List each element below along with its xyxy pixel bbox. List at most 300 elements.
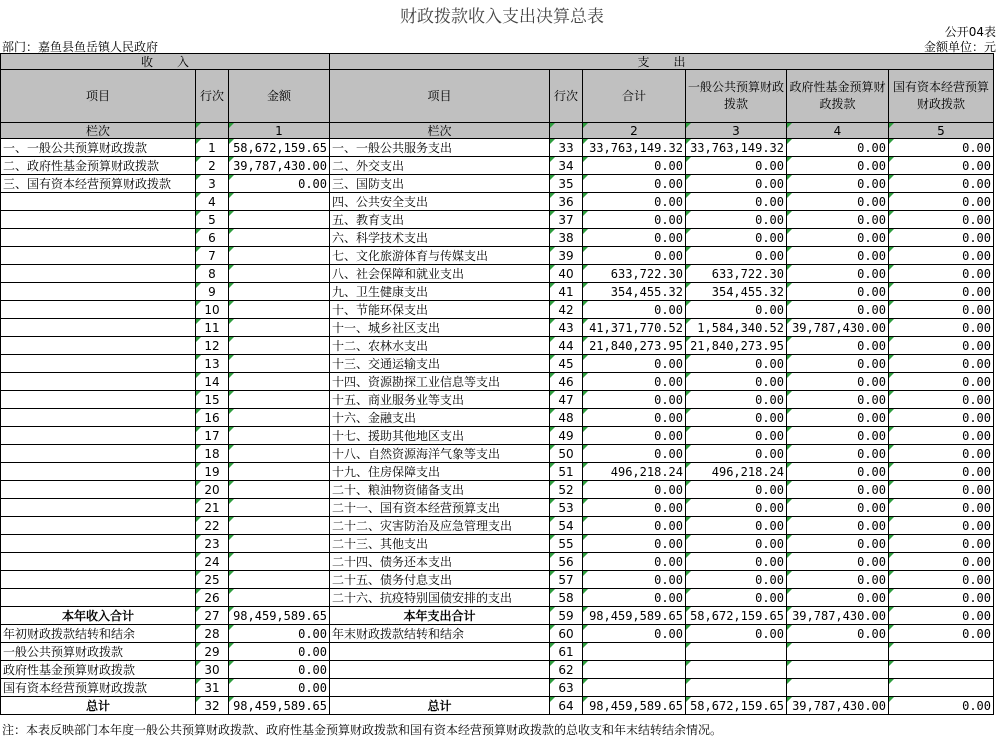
income-item: 一般公共预算财政拨款 bbox=[1, 643, 196, 661]
income-line-no: 30 bbox=[196, 661, 229, 679]
income-line-no: 21 bbox=[196, 499, 229, 517]
income-item: 三、国有资本经营预算财政拨款 bbox=[1, 175, 196, 193]
expense-item bbox=[330, 643, 550, 661]
income-amount bbox=[229, 571, 330, 589]
state-capital-amount: 0.00 bbox=[889, 409, 994, 427]
col-index-1: 1 bbox=[229, 123, 330, 139]
expense-item: 十七、援助其他地区支出 bbox=[330, 427, 550, 445]
expense-col-label: 栏次 bbox=[330, 123, 550, 139]
state-capital-amount: 0.00 bbox=[889, 535, 994, 553]
total-amount: 0.00 bbox=[583, 211, 686, 229]
general-budget-amount: 0.00 bbox=[686, 589, 787, 607]
state-capital-amount: 0.00 bbox=[889, 571, 994, 589]
income-line-no: 10 bbox=[196, 301, 229, 319]
total-amount: 0.00 bbox=[583, 517, 686, 535]
state-capital-amount: 0.00 bbox=[889, 175, 994, 193]
fund-budget-amount bbox=[787, 679, 889, 697]
expense-item: 十三、交通运输支出 bbox=[330, 355, 550, 373]
income-line-no: 31 bbox=[196, 679, 229, 697]
fund-budget-amount: 0.00 bbox=[787, 427, 889, 445]
table-row bbox=[1, 499, 994, 517]
fund-budget-amount: 0.00 bbox=[787, 571, 889, 589]
table-row bbox=[1, 427, 994, 445]
total-amount: 0.00 bbox=[583, 481, 686, 499]
expense-line-no: 44 bbox=[550, 337, 583, 355]
total-amount: 354,455.32 bbox=[583, 283, 686, 301]
income-line-no: 5 bbox=[196, 211, 229, 229]
income-line-no: 27 bbox=[196, 607, 229, 625]
expense-item: 一、一般公共服务支出 bbox=[330, 139, 550, 157]
expense-item: 五、教育支出 bbox=[330, 211, 550, 229]
general-budget-amount: 633,722.30 bbox=[686, 265, 787, 283]
income-item bbox=[1, 211, 196, 229]
table-row bbox=[1, 373, 994, 391]
income-item bbox=[1, 481, 196, 499]
fund-budget-amount bbox=[787, 643, 889, 661]
fund-budget-amount: 0.00 bbox=[787, 265, 889, 283]
total-amount: 0.00 bbox=[583, 175, 686, 193]
income-line-no: 26 bbox=[196, 589, 229, 607]
expense-line-no: 46 bbox=[550, 373, 583, 391]
expense-line-no: 53 bbox=[550, 499, 583, 517]
income-line-no: 14 bbox=[196, 373, 229, 391]
expense-line-no: 61 bbox=[550, 643, 583, 661]
expense-item: 十八、自然资源海洋气象等支出 bbox=[330, 445, 550, 463]
income-item bbox=[1, 553, 196, 571]
expense-line-no: 49 bbox=[550, 427, 583, 445]
income-amount: 0.00 bbox=[229, 175, 330, 193]
total-header: 合计 bbox=[583, 70, 686, 123]
form-number: 公开04表 bbox=[944, 25, 996, 39]
expense-item: 二十三、其他支出 bbox=[330, 535, 550, 553]
general-budget-amount: 0.00 bbox=[686, 427, 787, 445]
income-amount: 98,459,589.65 bbox=[229, 607, 330, 625]
carryover-row bbox=[1, 643, 994, 661]
total-amount bbox=[583, 679, 686, 697]
fund-budget-amount: 0.00 bbox=[787, 625, 889, 643]
table-row bbox=[1, 391, 994, 409]
income-item bbox=[1, 409, 196, 427]
income-line-no: 18 bbox=[196, 445, 229, 463]
expense-item: 十二、农林水支出 bbox=[330, 337, 550, 355]
income-amount bbox=[229, 265, 330, 283]
income-line-no: 25 bbox=[196, 571, 229, 589]
state-capital-amount bbox=[889, 643, 994, 661]
expense-line-no: 63 bbox=[550, 679, 583, 697]
total-amount: 98,459,589.65 bbox=[583, 607, 686, 625]
income-item: 本年收入合计 bbox=[1, 607, 196, 625]
fund-budget-amount: 0.00 bbox=[787, 409, 889, 427]
fund-budget-amount: 0.00 bbox=[787, 337, 889, 355]
income-item: 年初财政拨款结转和结余 bbox=[1, 625, 196, 643]
table-row bbox=[1, 571, 994, 589]
table-row bbox=[1, 337, 994, 355]
income-amount: 0.00 bbox=[229, 661, 330, 679]
expense-line-no: 43 bbox=[550, 319, 583, 337]
income-item bbox=[1, 301, 196, 319]
income-item bbox=[1, 319, 196, 337]
income-line-no: 24 bbox=[196, 553, 229, 571]
state-capital-amount: 0.00 bbox=[889, 229, 994, 247]
income-amount: 98,459,589.65 bbox=[229, 697, 330, 715]
fund-budget-amount: 0.00 bbox=[787, 301, 889, 319]
expense-line-no: 55 bbox=[550, 535, 583, 553]
income-line-no: 13 bbox=[196, 355, 229, 373]
fund-budget-amount bbox=[787, 661, 889, 679]
expense-line-no: 33 bbox=[550, 139, 583, 157]
total-amount: 0.00 bbox=[583, 553, 686, 571]
state-capital-amount: 0.00 bbox=[889, 373, 994, 391]
table-row bbox=[1, 283, 994, 301]
total-amount: 0.00 bbox=[583, 499, 686, 517]
income-item bbox=[1, 229, 196, 247]
expense-item: 十六、金融支出 bbox=[330, 409, 550, 427]
expense-item: 七、文化旅游体育与传媒支出 bbox=[330, 247, 550, 265]
state-capital-amount: 0.00 bbox=[889, 211, 994, 229]
expense-line-no: 51 bbox=[550, 463, 583, 481]
expense-item: 二十六、抗疫特别国债安排的支出 bbox=[330, 589, 550, 607]
expense-item: 三、国防支出 bbox=[330, 175, 550, 193]
column-header-row bbox=[1, 70, 994, 123]
total-amount: 0.00 bbox=[583, 589, 686, 607]
general-budget-amount: 33,763,149.32 bbox=[686, 139, 787, 157]
column-index-row bbox=[1, 123, 994, 139]
table-row bbox=[1, 301, 994, 319]
income-line-no: 22 bbox=[196, 517, 229, 535]
total-amount: 0.00 bbox=[583, 571, 686, 589]
income-line-no: 4 bbox=[196, 193, 229, 211]
expense-line-no: 56 bbox=[550, 553, 583, 571]
income-item bbox=[1, 193, 196, 211]
total-amount: 0.00 bbox=[583, 247, 686, 265]
general-budget-amount: 0.00 bbox=[686, 229, 787, 247]
income-amount bbox=[229, 193, 330, 211]
state-capital-amount: 0.00 bbox=[889, 463, 994, 481]
fund-budget-amount: 39,787,430.00 bbox=[787, 319, 889, 337]
expense-item: 八、社会保障和就业支出 bbox=[330, 265, 550, 283]
expense-line-no: 39 bbox=[550, 247, 583, 265]
general-budget-amount: 354,455.32 bbox=[686, 283, 787, 301]
expense-item bbox=[330, 679, 550, 697]
general-budget-amount: 0.00 bbox=[686, 517, 787, 535]
state-capital-amount: 0.00 bbox=[889, 283, 994, 301]
state-capital-amount bbox=[889, 679, 994, 697]
col-index-2: 2 bbox=[583, 123, 686, 139]
report-title: 财政拨款收入支出决算总表 bbox=[400, 7, 604, 27]
expense-item: 二、外交支出 bbox=[330, 157, 550, 175]
table-row bbox=[1, 517, 994, 535]
table-row bbox=[1, 355, 994, 373]
fund-budget-amount: 0.00 bbox=[787, 535, 889, 553]
state-capital-amount: 0.00 bbox=[889, 319, 994, 337]
state-capital-amount: 0.00 bbox=[889, 301, 994, 319]
general-budget-amount: 0.00 bbox=[686, 373, 787, 391]
income-line-no: 16 bbox=[196, 409, 229, 427]
income-amount: 58,672,159.65 bbox=[229, 139, 330, 157]
income-amount bbox=[229, 445, 330, 463]
table-row bbox=[1, 409, 994, 427]
income-amount: 0.00 bbox=[229, 679, 330, 697]
income-item: 国有资本经营预算财政拨款 bbox=[1, 679, 196, 697]
total-amount: 98,459,589.65 bbox=[583, 697, 686, 715]
fund-budget-amount: 0.00 bbox=[787, 589, 889, 607]
expense-line-no: 57 bbox=[550, 571, 583, 589]
general-budget-amount bbox=[686, 661, 787, 679]
expense-item: 总计 bbox=[330, 697, 550, 715]
income-amount bbox=[229, 553, 330, 571]
income-line-no: 20 bbox=[196, 481, 229, 499]
expense-line-index bbox=[550, 123, 583, 139]
income-amount: 0.00 bbox=[229, 643, 330, 661]
fund-budget-amount: 0.00 bbox=[787, 247, 889, 265]
income-item bbox=[1, 535, 196, 553]
fund-budget-amount: 0.00 bbox=[787, 229, 889, 247]
general-budget-amount: 0.00 bbox=[686, 445, 787, 463]
income-amount bbox=[229, 463, 330, 481]
income-line-no: 7 bbox=[196, 247, 229, 265]
state-capital-header: 国有资本经营预算财政拨款 bbox=[889, 70, 994, 123]
expense-item bbox=[330, 661, 550, 679]
income-line-header: 行次 bbox=[196, 70, 229, 123]
state-capital-amount: 0.00 bbox=[889, 517, 994, 535]
total-amount bbox=[583, 661, 686, 679]
section-header-row bbox=[1, 54, 994, 70]
income-item bbox=[1, 427, 196, 445]
income-section-header: 收 入 bbox=[1, 54, 330, 70]
income-item bbox=[1, 373, 196, 391]
general-budget-amount: 58,672,159.65 bbox=[686, 607, 787, 625]
state-capital-amount: 0.00 bbox=[889, 553, 994, 571]
income-item bbox=[1, 265, 196, 283]
table-row bbox=[1, 481, 994, 499]
total-amount: 633,722.30 bbox=[583, 265, 686, 283]
expense-item: 十五、商业服务业等支出 bbox=[330, 391, 550, 409]
state-capital-amount: 0.00 bbox=[889, 499, 994, 517]
expense-line-no: 41 bbox=[550, 283, 583, 301]
income-item bbox=[1, 283, 196, 301]
income-line-no: 6 bbox=[196, 229, 229, 247]
state-capital-amount: 0.00 bbox=[889, 391, 994, 409]
state-capital-amount: 0.00 bbox=[889, 589, 994, 607]
total-amount: 0.00 bbox=[583, 391, 686, 409]
total-amount: 0.00 bbox=[583, 157, 686, 175]
expense-item: 二十、粮油物资储备支出 bbox=[330, 481, 550, 499]
income-amount bbox=[229, 409, 330, 427]
state-capital-amount: 0.00 bbox=[889, 427, 994, 445]
fund-budget-header: 政府性基金预算财政拨款 bbox=[787, 70, 889, 123]
expense-item: 十一、城乡社区支出 bbox=[330, 319, 550, 337]
table-row bbox=[1, 553, 994, 571]
income-line-no: 2 bbox=[196, 157, 229, 175]
income-amount bbox=[229, 283, 330, 301]
income-item bbox=[1, 571, 196, 589]
expense-item-header: 项目 bbox=[330, 70, 550, 123]
expense-line-no: 59 bbox=[550, 607, 583, 625]
general-budget-amount: 0.00 bbox=[686, 247, 787, 265]
table-row bbox=[1, 139, 994, 157]
fund-budget-amount: 0.00 bbox=[787, 445, 889, 463]
state-capital-amount bbox=[889, 661, 994, 679]
fiscal-summary-table bbox=[0, 53, 994, 715]
table-row bbox=[1, 247, 994, 265]
state-capital-amount: 0.00 bbox=[889, 355, 994, 373]
income-item bbox=[1, 499, 196, 517]
income-item bbox=[1, 247, 196, 265]
expense-line-no: 58 bbox=[550, 589, 583, 607]
fund-budget-amount: 0.00 bbox=[787, 373, 889, 391]
total-amount: 0.00 bbox=[583, 625, 686, 643]
fund-budget-amount: 0.00 bbox=[787, 391, 889, 409]
fund-budget-amount: 0.00 bbox=[787, 193, 889, 211]
fund-budget-amount: 0.00 bbox=[787, 283, 889, 301]
department-label: 部门：嘉鱼县鱼岳镇人民政府 bbox=[2, 40, 159, 54]
table-row bbox=[1, 463, 994, 481]
income-item bbox=[1, 463, 196, 481]
total-amount: 496,218.24 bbox=[583, 463, 686, 481]
expense-item: 四、公共安全支出 bbox=[330, 193, 550, 211]
income-item: 政府性基金预算财政拨款 bbox=[1, 661, 196, 679]
expense-line-no: 54 bbox=[550, 517, 583, 535]
total-amount: 0.00 bbox=[583, 355, 686, 373]
expense-item: 二十五、债务付息支出 bbox=[330, 571, 550, 589]
fund-budget-amount: 0.00 bbox=[787, 463, 889, 481]
income-amount-header: 金额 bbox=[229, 70, 330, 123]
general-budget-amount: 0.00 bbox=[686, 535, 787, 553]
expense-item: 年末财政拨款结转和结余 bbox=[330, 625, 550, 643]
income-line-no: 15 bbox=[196, 391, 229, 409]
general-budget-amount: 496,218.24 bbox=[686, 463, 787, 481]
expense-item: 二十二、灾害防治及应急管理支出 bbox=[330, 517, 550, 535]
income-line-no: 28 bbox=[196, 625, 229, 643]
fund-budget-amount: 0.00 bbox=[787, 481, 889, 499]
table-row bbox=[1, 157, 994, 175]
general-budget-amount: 0.00 bbox=[686, 301, 787, 319]
carryover-row bbox=[1, 679, 994, 697]
income-item: 一、一般公共预算财政拨款 bbox=[1, 139, 196, 157]
income-line-no: 19 bbox=[196, 463, 229, 481]
income-line-no: 9 bbox=[196, 283, 229, 301]
income-line-no: 11 bbox=[196, 319, 229, 337]
fund-budget-amount: 0.00 bbox=[787, 355, 889, 373]
state-capital-amount: 0.00 bbox=[889, 139, 994, 157]
general-budget-amount: 0.00 bbox=[686, 175, 787, 193]
fund-budget-amount: 39,787,430.00 bbox=[787, 607, 889, 625]
income-line-index bbox=[196, 123, 229, 139]
income-item: 二、政府性基金预算财政拨款 bbox=[1, 157, 196, 175]
general-budget-amount: 0.00 bbox=[686, 481, 787, 499]
state-capital-amount: 0.00 bbox=[889, 193, 994, 211]
total-amount bbox=[583, 643, 686, 661]
total-amount: 0.00 bbox=[583, 229, 686, 247]
expense-item: 六、科学技术支出 bbox=[330, 229, 550, 247]
income-amount bbox=[229, 301, 330, 319]
income-amount: 0.00 bbox=[229, 625, 330, 643]
total-amount: 41,371,770.52 bbox=[583, 319, 686, 337]
expense-item: 二十一、国有资本经营预算支出 bbox=[330, 499, 550, 517]
expense-line-no: 42 bbox=[550, 301, 583, 319]
expense-section-header: 支 出 bbox=[330, 54, 994, 70]
fund-budget-amount: 0.00 bbox=[787, 553, 889, 571]
general-budget-amount: 0.00 bbox=[686, 157, 787, 175]
state-capital-amount: 0.00 bbox=[889, 445, 994, 463]
state-capital-amount: 0.00 bbox=[889, 607, 994, 625]
expense-line-no: 62 bbox=[550, 661, 583, 679]
fund-budget-amount: 0.00 bbox=[787, 139, 889, 157]
carryover-row bbox=[1, 661, 994, 679]
annual-total-row bbox=[1, 607, 994, 625]
expense-line-no: 64 bbox=[550, 697, 583, 715]
expense-line-no: 60 bbox=[550, 625, 583, 643]
income-amount bbox=[229, 337, 330, 355]
general-budget-amount: 0.00 bbox=[686, 625, 787, 643]
expense-line-no: 40 bbox=[550, 265, 583, 283]
col-index-3: 3 bbox=[686, 123, 787, 139]
expense-line-no: 37 bbox=[550, 211, 583, 229]
income-amount bbox=[229, 427, 330, 445]
total-amount: 0.00 bbox=[583, 409, 686, 427]
general-budget-amount: 0.00 bbox=[686, 391, 787, 409]
expense-item: 九、卫生健康支出 bbox=[330, 283, 550, 301]
fund-budget-amount: 0.00 bbox=[787, 157, 889, 175]
income-line-no: 32 bbox=[196, 697, 229, 715]
income-item bbox=[1, 445, 196, 463]
income-amount bbox=[229, 319, 330, 337]
total-amount: 0.00 bbox=[583, 427, 686, 445]
table-row bbox=[1, 445, 994, 463]
expense-line-no: 45 bbox=[550, 355, 583, 373]
income-amount bbox=[229, 499, 330, 517]
general-budget-amount: 58,672,159.65 bbox=[686, 697, 787, 715]
state-capital-amount: 0.00 bbox=[889, 157, 994, 175]
general-budget-amount: 0.00 bbox=[686, 355, 787, 373]
fund-budget-amount: 0.00 bbox=[787, 175, 889, 193]
state-capital-amount: 0.00 bbox=[889, 625, 994, 643]
fund-budget-amount: 0.00 bbox=[787, 211, 889, 229]
carryover-row bbox=[1, 625, 994, 643]
general-budget-header: 一般公共预算财政拨款 bbox=[686, 70, 787, 123]
income-amount bbox=[229, 247, 330, 265]
income-line-no: 8 bbox=[196, 265, 229, 283]
total-amount: 0.00 bbox=[583, 535, 686, 553]
income-item bbox=[1, 391, 196, 409]
state-capital-amount: 0.00 bbox=[889, 265, 994, 283]
grand-total-row bbox=[1, 697, 994, 715]
fund-budget-amount: 39,787,430.00 bbox=[787, 697, 889, 715]
fund-budget-amount: 0.00 bbox=[787, 499, 889, 517]
income-amount: 39,787,430.00 bbox=[229, 157, 330, 175]
expense-item: 十、节能环保支出 bbox=[330, 301, 550, 319]
expense-item: 本年支出合计 bbox=[330, 607, 550, 625]
expense-item: 二十四、债务还本支出 bbox=[330, 553, 550, 571]
expense-line-header: 行次 bbox=[550, 70, 583, 123]
income-amount bbox=[229, 391, 330, 409]
total-amount: 0.00 bbox=[583, 301, 686, 319]
amount-unit-label: 金额单位：元 bbox=[923, 40, 996, 54]
table-row bbox=[1, 535, 994, 553]
general-budget-amount: 0.00 bbox=[686, 571, 787, 589]
total-amount: 0.00 bbox=[583, 193, 686, 211]
income-line-no: 3 bbox=[196, 175, 229, 193]
state-capital-amount: 0.00 bbox=[889, 247, 994, 265]
income-line-no: 29 bbox=[196, 643, 229, 661]
total-amount: 0.00 bbox=[583, 445, 686, 463]
general-budget-amount: 0.00 bbox=[686, 211, 787, 229]
income-item bbox=[1, 589, 196, 607]
table-row bbox=[1, 211, 994, 229]
general-budget-amount: 1,584,340.52 bbox=[686, 319, 787, 337]
expense-line-no: 48 bbox=[550, 409, 583, 427]
total-amount: 21,840,273.95 bbox=[583, 337, 686, 355]
